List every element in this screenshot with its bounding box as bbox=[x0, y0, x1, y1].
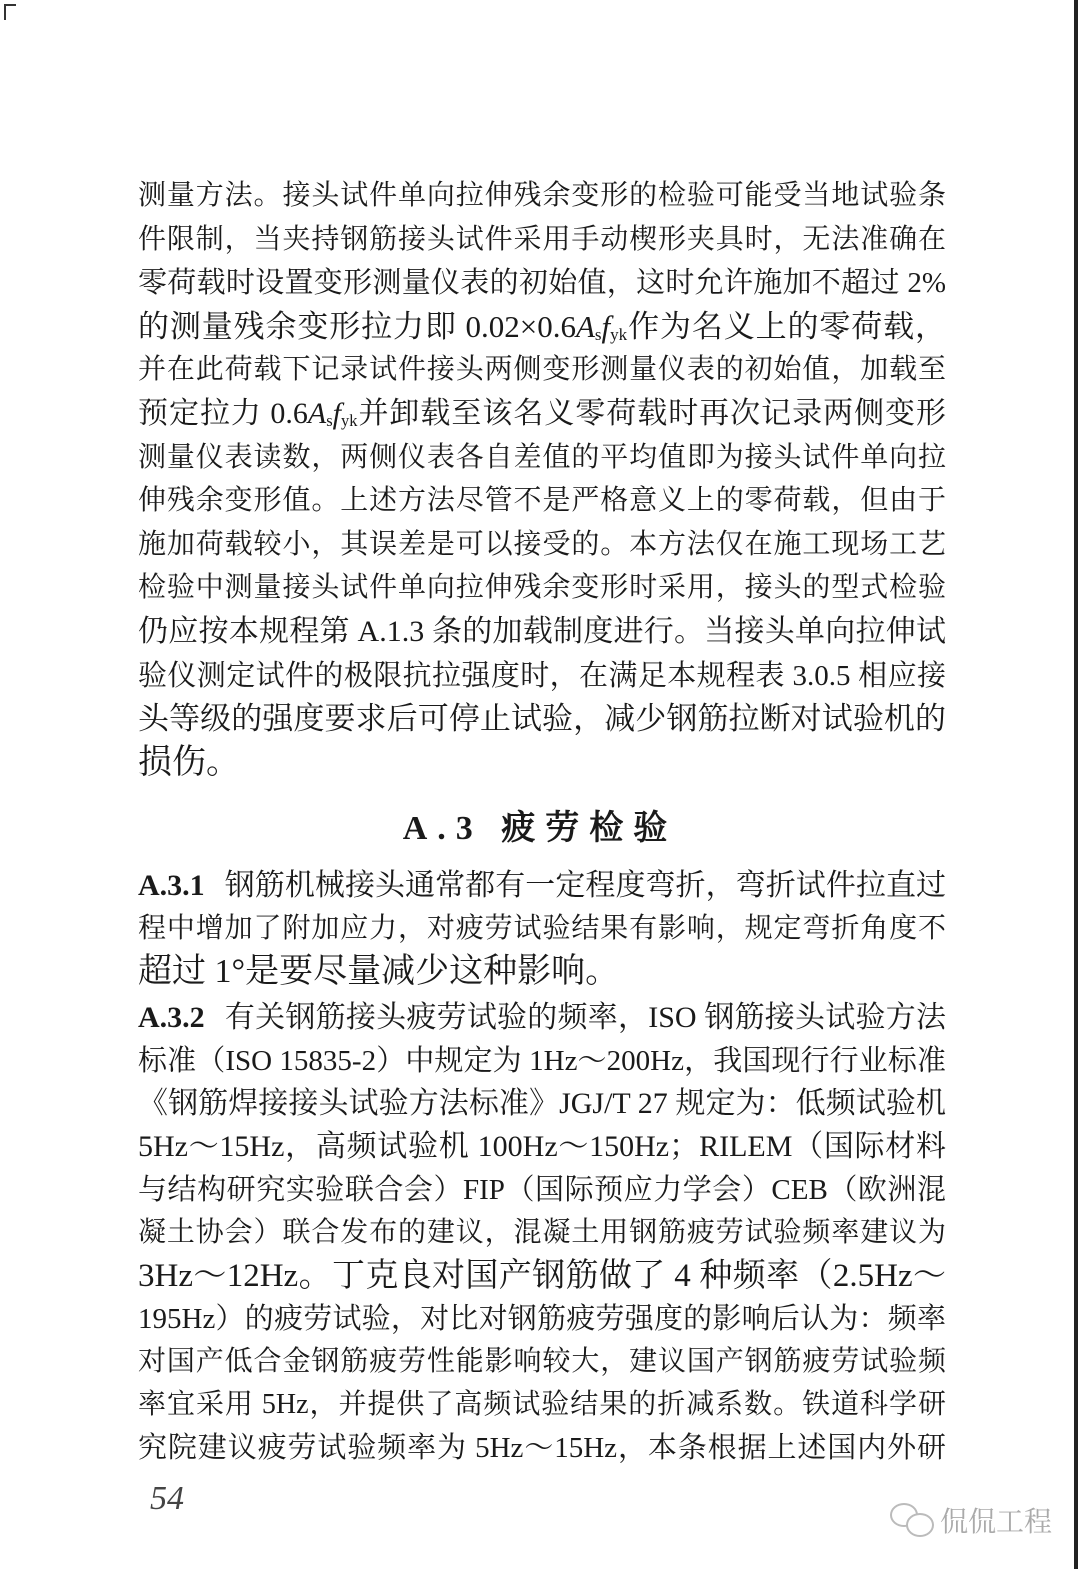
text-segment: 测量方法。接头试件单向拉伸残余变形的检验可能受当地试验条 bbox=[138, 180, 946, 211]
text-segment: 检验中测量接头试件单向拉伸残余变形时采用，接头的型式检验 bbox=[138, 572, 946, 604]
text-line bbox=[138, 654, 946, 698]
text-line bbox=[138, 1082, 946, 1126]
text-line bbox=[138, 566, 946, 610]
text-segment: 的测量残余变形拉力即 0.02×0.6 bbox=[138, 308, 576, 344]
watermark bbox=[890, 1500, 1060, 1540]
text-segment: 并卸载至该名义零荷载时再次记录两侧变形 bbox=[357, 397, 947, 430]
subscript: yk bbox=[610, 324, 628, 344]
subscript: yk bbox=[340, 410, 358, 430]
text-segment: 对国产低合金钢筋疲劳性能影响较大，建议国产钢筋疲劳试验频 bbox=[138, 1346, 946, 1377]
text-segment: 伸残余变形值。上述方法尽管不是严格意义上的零荷载，但由于 bbox=[138, 485, 946, 517]
text-segment: 头等级的强度要求后可停止试验，减少钢筋拉断对试验机的 bbox=[138, 701, 946, 737]
text-line bbox=[138, 741, 946, 785]
text-line bbox=[138, 1426, 946, 1470]
text-line bbox=[138, 864, 946, 908]
text-line bbox=[138, 1340, 946, 1384]
text-segment: 仍应按本规程第 A.1.3 条的加载制度进行。当接头单向拉伸试 bbox=[138, 615, 946, 648]
text-segment: A bbox=[575, 308, 595, 344]
text-segment: 《钢筋焊接接头试验方法标准》JGJ/T 27 规定为：低频试验机 bbox=[138, 1087, 946, 1120]
scan-corner-mark bbox=[4, 4, 16, 20]
text-line bbox=[138, 1254, 946, 1298]
section-heading-a3: A.3 疲劳检验 bbox=[402, 810, 678, 847]
text-segment: 并在此荷载下记录试件接头两侧变形测量仪表的初始值，加载至 bbox=[138, 354, 946, 386]
text-segment: f bbox=[332, 397, 341, 430]
text-segment: 与结构研究实验联合会）FIP（国际预应力学会）CEB（欧洲混 bbox=[138, 1174, 946, 1206]
text-segment: 预定拉力 0.6 bbox=[138, 397, 308, 430]
text-segment: 零荷载时设置变形测量仪表的初始值，这时允许施加不超过 2% bbox=[138, 267, 946, 300]
text-line bbox=[138, 1211, 946, 1255]
text-segment: 3Hz～12Hz。丁克良对国产钢筋做了 4 种频率（2.5Hz～ bbox=[138, 1258, 946, 1294]
text-segment: 5Hz～15Hz，高频试验机 100Hz～150Hz；RILEM（国际材料 bbox=[138, 1130, 946, 1163]
text-segment: 程中增加了附加应力，对疲劳试验结果有影响，规定弯折角度不 bbox=[138, 913, 946, 944]
clause-label: A.3.1 bbox=[138, 869, 205, 902]
subscript: s bbox=[594, 324, 602, 344]
wechat-icon bbox=[890, 1503, 934, 1537]
text-segment: 验仪测定试件的极限抗拉强度时，在满足本规程表 3.0.5 相应接 bbox=[138, 659, 946, 692]
text-segment: 凝土协会）联合发布的建议，混凝土用钢筋疲劳试验频率建议为 bbox=[138, 1217, 946, 1248]
scan-edge bbox=[1074, 0, 1078, 1569]
text-segment: 测量仪表读数，两侧仪表各自差值的平均值即为接头试件单向拉 bbox=[138, 441, 946, 473]
text-segment: 195Hz）的疲劳试验，对比对钢筋疲劳强度的影响后认为：频率 bbox=[138, 1303, 946, 1335]
text-segment: 率宜采用 5Hz，并提供了高频试验结果的折减系数。铁道科学研 bbox=[138, 1389, 946, 1420]
page-number: 54 bbox=[150, 1480, 184, 1517]
text-segment: 件限制，当夹持钢筋接头试件采用手动楔形夹具时，无法准确在 bbox=[138, 223, 946, 255]
text-line bbox=[138, 436, 946, 480]
text-line bbox=[138, 348, 946, 392]
text-line bbox=[138, 950, 946, 994]
text-segment: 究院建议疲劳试验频率为 5Hz～15Hz，本条根据上述国内外研 bbox=[138, 1432, 946, 1464]
text-segment: f bbox=[601, 308, 611, 344]
text-line bbox=[138, 1039, 946, 1083]
text-line bbox=[138, 261, 946, 305]
text-line bbox=[138, 392, 946, 436]
text-line bbox=[138, 218, 946, 262]
watermark-text: 侃侃工程 bbox=[940, 1505, 1053, 1538]
text-line bbox=[138, 996, 946, 1040]
text-line bbox=[138, 697, 946, 741]
text-line bbox=[138, 523, 946, 567]
text-line bbox=[138, 305, 946, 349]
clause-label: A.3.2 bbox=[138, 1001, 205, 1034]
text-line bbox=[138, 907, 946, 951]
text-segment: A bbox=[307, 397, 327, 430]
text-line bbox=[138, 479, 946, 523]
text-segment: 超过 1°是要尽量减少这种影响。 bbox=[138, 953, 620, 990]
text-segment: 施加荷载较小，其误差是可以接受的。本方法仅在施工现场工艺 bbox=[138, 528, 946, 560]
text-segment: 损伤。 bbox=[138, 743, 240, 781]
subscript: s bbox=[326, 410, 333, 430]
text-segment: 钢筋机械接头通常都有一定程度弯折，弯折试件拉直过 bbox=[224, 869, 946, 902]
text-line bbox=[138, 1125, 946, 1169]
text-segment: 有关钢筋接头疲劳试验的频率，ISO 钢筋接头试验方法 bbox=[224, 1001, 946, 1034]
text-line bbox=[138, 174, 946, 218]
text-line bbox=[138, 1383, 946, 1427]
text-line bbox=[138, 1297, 946, 1341]
text-segment: 作为名义上的零荷载， bbox=[627, 308, 947, 344]
text-segment: 标准（ISO 15835-2）中规定为 1Hz～200Hz，我国现行行业标准 bbox=[138, 1045, 946, 1077]
text-line bbox=[138, 610, 946, 654]
text-line bbox=[138, 1168, 946, 1212]
